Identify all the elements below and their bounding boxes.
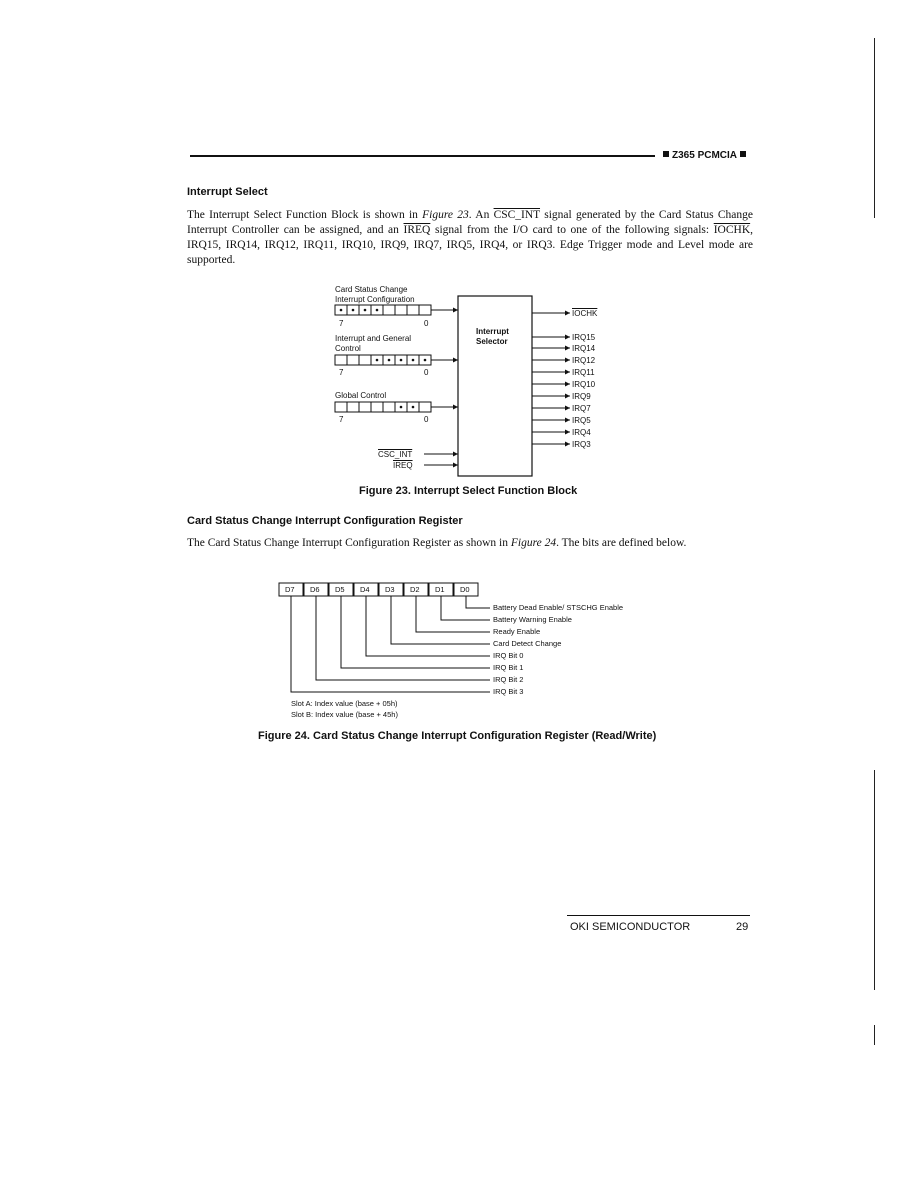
output-label-irq4: IRQ4 — [572, 428, 591, 437]
header-rule — [190, 155, 655, 157]
output-label-irq9: IRQ9 — [572, 392, 591, 401]
running-header — [660, 150, 749, 161]
bit-desc-d4: IRQ Bit 0 — [493, 651, 524, 660]
reg2-bit-high: 7 — [339, 368, 344, 377]
paragraph-interrupt-select: The Interrupt Select Function Block is shown in Figure 23. An CSC_INT signal generated by the Card Status Change Interrupt Controller can be assigned, and an IREQ signal from the I/O card to one of the following signals: IOCHK, IRQ15, IRQ14, IRQ12, IRQ11, IRQ10, IRQ9, IRQ7, IRQ5, IRQ4, or IRQ3. Edge Trigger mode and Level mode are supported. — [187, 209, 754, 266]
slot-a-index: Slot A: Index value (base + 05h) — [291, 699, 398, 708]
bullet-square-icon — [663, 151, 669, 157]
slot-b-index: Slot B: Index value (base + 45h) — [291, 710, 398, 719]
reg3-label: Global Control — [335, 391, 387, 400]
reg1-bit-low: 0 — [424, 319, 429, 328]
bit-d6: D6 — [310, 585, 320, 594]
output-label-irq5: IRQ5 — [572, 416, 591, 425]
reg1-label-line2: Interrupt Configuration — [335, 295, 415, 304]
output-label-irq12: IRQ12 — [572, 356, 596, 365]
scan-margin-line — [874, 1025, 875, 1045]
footer-rule — [567, 915, 750, 916]
output-label-irq14: IRQ14 — [572, 344, 596, 353]
footer-company: OKI SEMICONDUCTOR — [570, 921, 691, 933]
register-bit-boxes — [279, 583, 478, 596]
reg1-bit-high: 7 — [339, 319, 344, 328]
output-label-irq15: IRQ15 — [572, 333, 596, 342]
bit-desc-d5: IRQ Bit 1 — [493, 663, 524, 672]
selector-label-line2: Selector — [476, 337, 508, 346]
register-interrupt-general-control — [335, 355, 458, 365]
bit-d2: D2 — [410, 585, 420, 594]
figure-24-caption: Figure 24. Card Status Change Interrupt Configuration Register (Read/Write) — [258, 730, 657, 742]
bit-d0: D0 — [460, 585, 470, 594]
figure-23-caption: Figure 23. Interrupt Select Function Block — [359, 485, 578, 497]
page-number: 29 — [736, 921, 749, 933]
bit-d5: D5 — [335, 585, 345, 594]
paragraph-csc-register: The Card Status Change Interrupt Configuration Register as shown in Figure 24. The bits are defined below. — [187, 537, 687, 549]
section-heading-csc-register: Card Status Change Interrupt Configuration Register — [187, 515, 463, 527]
scan-margin-line — [874, 770, 875, 990]
output-label-irq3: IRQ3 — [572, 440, 591, 449]
scan-margin-line — [874, 38, 875, 218]
reg3-bit-low: 0 — [424, 415, 429, 424]
bit-desc-d7: IRQ Bit 3 — [493, 687, 524, 696]
bit-d4: D4 — [360, 585, 370, 594]
bit-desc-d6: IRQ Bit 2 — [493, 675, 524, 684]
bit-desc-d3: Card Detect Change — [493, 639, 562, 648]
selector-label-line1: Interrupt — [476, 327, 509, 336]
output-lines — [532, 313, 570, 444]
reg2-bit-low: 0 — [424, 368, 429, 377]
bit-d1: D1 — [435, 585, 445, 594]
interrupt-selector-box — [458, 296, 532, 476]
section-heading-interrupt-select: Interrupt Select — [187, 186, 268, 198]
output-label-irq10: IRQ10 — [572, 380, 596, 389]
csc-int-input-label: CSC_INT — [378, 450, 413, 459]
register-card-status-change — [335, 305, 458, 315]
bit-desc-d1: Battery Warning Enable — [493, 615, 572, 624]
reg3-bit-high: 7 — [339, 415, 344, 424]
bit-desc-d0: Battery Dead Enable/ STSCHG Enable — [493, 603, 624, 612]
bit-d7: D7 — [285, 585, 295, 594]
reg2-label-line2: Control — [335, 344, 361, 353]
output-label-irq11: IRQ11 — [572, 368, 595, 377]
output-label-irq7: IRQ7 — [572, 404, 591, 413]
bit-d3: D3 — [385, 585, 395, 594]
bullet-square-icon — [740, 151, 746, 157]
ireq-input-label: IREQ — [393, 461, 413, 470]
reg2-label-line1: Interrupt and General — [335, 334, 412, 343]
figure-24-diagram — [275, 578, 495, 700]
bit-desc-d2: Ready Enable — [493, 627, 541, 636]
bit-leader-lines — [291, 596, 490, 692]
register-global-control — [335, 402, 458, 412]
reg1-label-line1: Card Status Change — [335, 285, 408, 294]
output-label-iochk: IOCHK — [572, 309, 598, 318]
header-title: Z365 PCMCIA — [672, 150, 738, 161]
